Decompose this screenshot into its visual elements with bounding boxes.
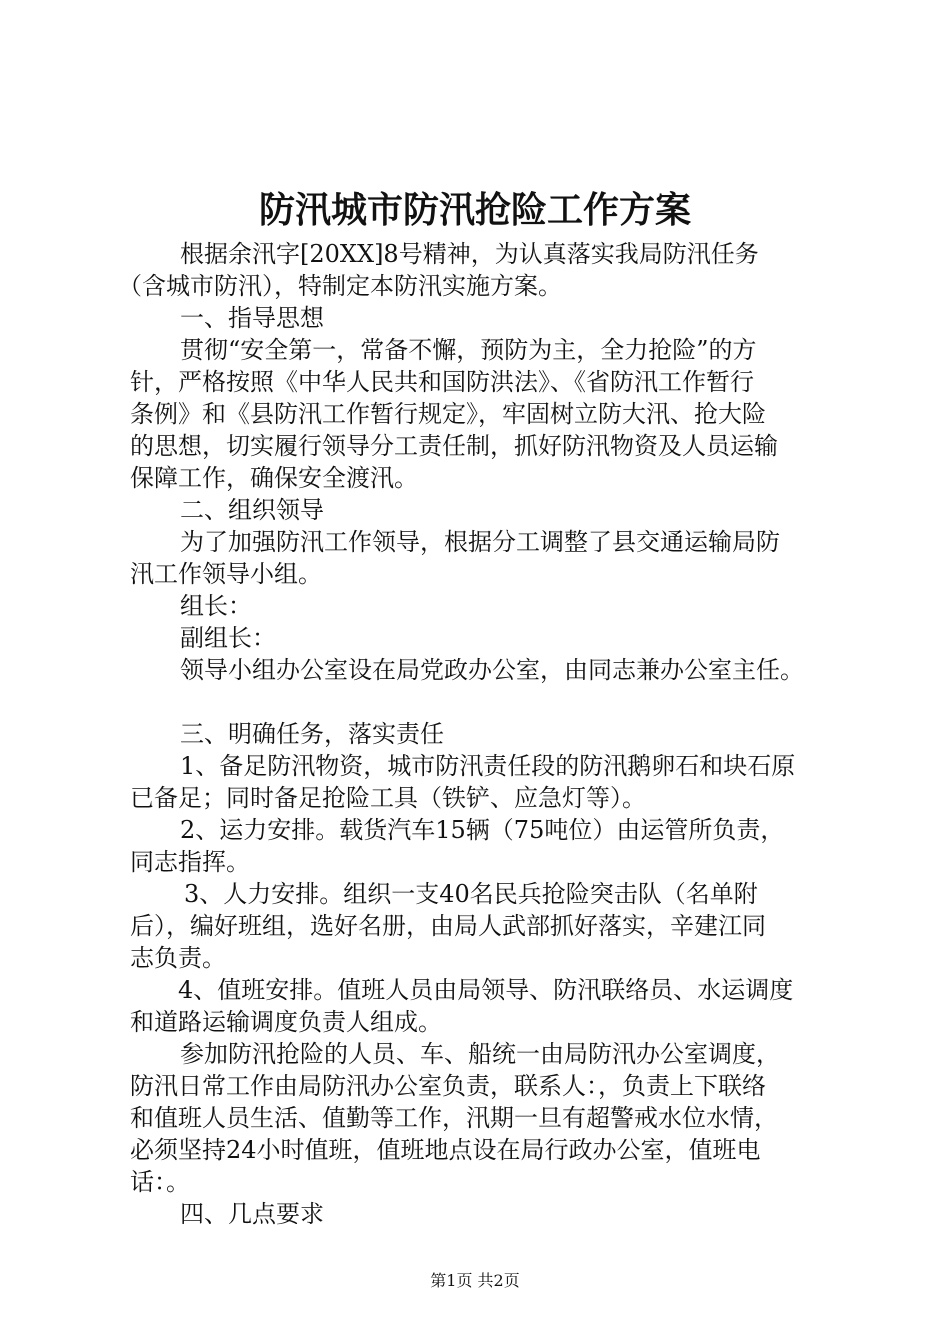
body-line: 副组长：	[180, 624, 276, 652]
body-line: 组长：	[180, 592, 252, 620]
body-line: 志负责。	[130, 944, 226, 972]
body-line: 防汛日常工作由局防汛办公室负责，联系人：，负责上下联络	[130, 1072, 766, 1100]
body-line: 和值班人员生活、值勤等工作，汛期一旦有超警戒水位水情，	[130, 1104, 778, 1132]
section-heading: 三、明确任务，落实责任	[180, 720, 444, 748]
body-line: 已备足；同时备足抢险工具（铁铲、应急灯等）。	[130, 784, 646, 812]
body-line: 根据余汛字[20XX]8号精神，为认真落实我局防汛任务	[180, 240, 759, 268]
body-line: 汛工作领导小组。	[130, 560, 322, 588]
document-title: 防汛城市防汛抢险工作方案	[258, 189, 691, 231]
body-line: 针，严格按照《中华人民共和国防洪法》、《省防汛工作暂行	[130, 368, 754, 396]
body-line: 1、备足防汛物资，城市防汛责任段的防汛鹅卵石和块石原	[180, 752, 796, 780]
body-line: 2、运力安排。载货汽车15辆（75吨位）由运管所负责，	[180, 816, 785, 844]
body-line: 参加防汛抢险的人员、车、船统一由局防汛办公室调度，	[180, 1040, 780, 1068]
body-line: 和道路运输调度负责人组成。	[130, 1008, 442, 1036]
body-line: 贯彻“安全第一，常备不懈，预防为主，全力抢险”的方	[180, 336, 757, 364]
body-line: 4、值班安排。值班人员由局领导、防汛联络员、水运调度	[178, 976, 794, 1004]
body-line: 条例》和《县防汛工作暂行规定》，牢固树立防大汛、抢大险	[130, 400, 766, 428]
body-line: （含城市防汛），特制定本防汛实施方案。	[118, 272, 562, 300]
section-heading: 二、组织领导	[180, 496, 324, 524]
body-line: 3、人力安排。组织一支40名民兵抢险突击队（名单附	[184, 880, 758, 908]
body-line: 后），编好班组，选好名册，由局人武部抓好落实，辛建江同	[130, 912, 766, 940]
body-line: 保障工作，确保安全渡汛。	[130, 464, 418, 492]
body-line: 领导小组办公室设在局党政办公室，由同志兼办公室主任。	[180, 656, 804, 684]
body-line: 话：。	[130, 1168, 190, 1196]
section-heading: 四、几点要求	[180, 1200, 324, 1228]
section-heading: 一、指导思想	[180, 304, 324, 332]
body-line: 的思想，切实履行领导分工责任制，抓好防汛物资及人员运输	[130, 432, 778, 460]
body-line: 为了加强防汛工作领导，根据分工调整了县交通运输局防	[180, 528, 780, 556]
body-line: 同志指挥。	[130, 848, 250, 876]
page-footer: 第1页 共2页	[430, 1271, 520, 1290]
body-line: 必须坚持24小时值班，值班地点设在局行政办公室，值班电	[130, 1136, 761, 1164]
